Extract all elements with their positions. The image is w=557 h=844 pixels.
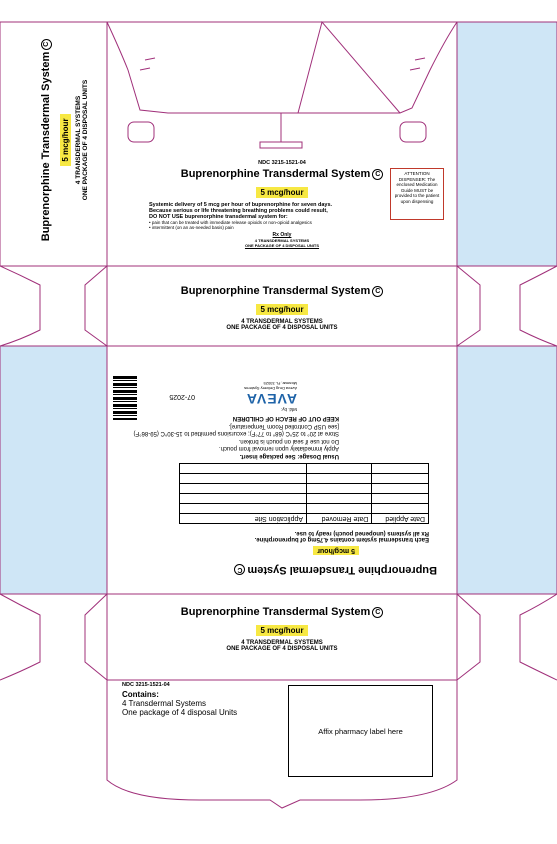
back-strength: 5 mcg/hour	[313, 546, 359, 555]
top-end-line2: ONE PACKAGE OF 4 DISPOSAL UNITS	[226, 325, 338, 331]
back-usp: [see USP Controlled Room Temperature].	[228, 423, 339, 429]
back-company: Aveva Drug Delivery Systems	[244, 386, 297, 391]
front-body1: Systemic delivery of 5 mcg per hour of buprenorphine for seven days.	[149, 202, 333, 208]
table-row	[180, 464, 429, 474]
application-log-table	[179, 463, 429, 524]
back-desc2: Rx all systems (unopened pouch) ready to use.	[294, 530, 429, 536]
front-bullet2: • intermittent (on an as-needed basis) pain	[149, 225, 234, 230]
back-rev: 07-2025	[169, 393, 195, 400]
front-count2: ONE PACKAGE OF 4 DISPOSAL UNITS	[244, 243, 320, 248]
back-dont-use: Do not use if seal on pouch is broken.	[238, 438, 339, 444]
side-strength: 5 mcg/hour	[60, 114, 71, 165]
back-apply: Apply immediately upon removal from pouch.	[218, 445, 339, 452]
back-mfd: Mfd. by:	[280, 407, 297, 412]
log-header: Date Applied	[372, 514, 429, 524]
front-panel	[107, 160, 457, 260]
back-desc1: Each transdermal system contains 4.75mg of buprenorphine.	[254, 536, 429, 542]
table-row	[180, 474, 429, 484]
table-row	[180, 504, 429, 514]
back-store: Store at 20° to 25°C (68° to 77°F); excursions permitted to 15-30°C (59-86°F)	[133, 430, 339, 437]
front-body2: Because serious or life threatening breathing problems could result,	[149, 208, 328, 214]
bottom-end-panel	[107, 606, 457, 666]
side-panel	[40, 35, 89, 245]
bottom-end-strength: 5 mcg/hour	[256, 625, 307, 636]
bottom-flap	[122, 682, 292, 742]
barcode-icon	[113, 376, 137, 420]
front-rx: Rx Only	[272, 232, 292, 238]
side-line2: ONE PACKAGE OF 4 DISPOSAL UNITS	[82, 79, 89, 201]
top-end-panel	[107, 285, 457, 335]
back-address: Miramar, FL 33025	[263, 381, 297, 386]
side-title: Buprenorphine Transdermal SystemC	[40, 35, 52, 245]
front-title: Buprenorphine Transdermal System C	[107, 168, 457, 180]
pharmacy-label-box	[288, 685, 433, 777]
bottom-item1: 4 Transdermal Systems	[122, 699, 207, 708]
pharmacy-label-text: Affix pharmacy label here	[318, 726, 403, 736]
bottom-item2: One package of 4 disposal Units	[122, 708, 238, 717]
attention-box: ATTENTION DISPENSER: The enclosed Medication Guide MUST be provided to the patient upon dispensing	[390, 168, 444, 220]
bottom-ndc: NDC 3215-1521-04	[122, 682, 170, 688]
table-row	[180, 484, 429, 494]
bottom-end-line1: 4 TRANSDERMAL SYSTEMS	[241, 640, 323, 646]
back-keep: KEEP OUT OF REACH OF CHILDREN	[232, 415, 339, 422]
front-body3: DO NOT USE buprenorphine transdermal system for:	[149, 214, 288, 220]
side-line1: 4 TRANSDERMAL SYSTEMS	[75, 95, 82, 185]
log-header: Application Site	[180, 514, 307, 524]
front-strength: 5 mcg/hour	[256, 187, 307, 198]
log-header: Date Removed	[307, 514, 372, 524]
back-panel	[107, 352, 457, 588]
front-ndc: NDC 3215-1521-04	[258, 160, 306, 166]
front-count1: 4 TRANSDERMAL SYSTEMS	[254, 238, 310, 243]
table-row	[180, 494, 429, 504]
bottom-end-line2: ONE PACKAGE OF 4 DISPOSAL UNITS	[226, 646, 338, 652]
top-end-title: Buprenorphine Transdermal System C	[107, 285, 457, 297]
aveva-logo: AVEVA	[245, 391, 297, 407]
back-title: Buprenorphine Transdermal SystemC	[115, 564, 437, 576]
back-dosage: Usual Dosage: See package insert.	[239, 453, 339, 459]
top-end-strength: 5 mcg/hour	[256, 304, 307, 315]
top-end-line1: 4 TRANSDERMAL SYSTEMS	[241, 319, 323, 325]
bottom-end-title: Buprenorphine Transdermal System C	[107, 606, 457, 618]
bottom-contains: Contains:	[122, 690, 159, 699]
front-bullet1: • pain that can be treated with immediate release opioids or non-opioid analgesics	[149, 220, 312, 225]
